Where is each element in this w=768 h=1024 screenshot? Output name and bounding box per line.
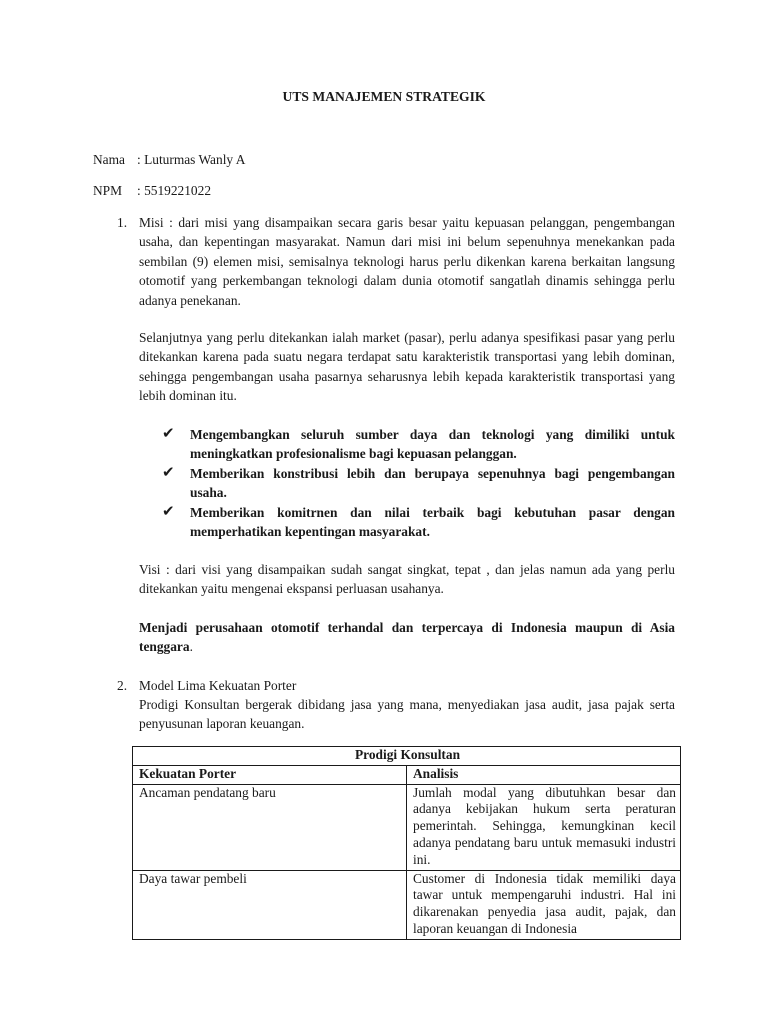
table-row [133,870,681,939]
porter-heading: Model Lima Kekuatan Porter [139,678,297,693]
check-mark-icon: ✔ [162,503,175,520]
name-value: : Luturmas Wanly A [137,152,246,167]
column-header: Analisis [407,765,681,784]
table-row [133,784,681,870]
visi-statement-text: Menjadi perusahaan otomotif terhandal dan terpercaya di Indonesia maupun di Asia tenggara [139,620,675,655]
name-label: Nama [93,152,125,167]
table-caption: Prodigi Konsultan [133,747,681,766]
mission-checklist [162,425,675,541]
item-number-2: 2. [117,678,128,693]
column-header: Kekuatan Porter [133,765,407,784]
item-number-1: 1. [117,215,128,230]
document-title: UTS MANAJEMEN STRATEGIK [282,89,486,104]
npm-label: NPM [93,183,123,198]
visi-paragraph: Visi : dari visi yang disampaikan sudah sangat singkat, tepat , dan jelas namun ada yang perlu ditekankan yaitu mengenai ekspansi perluasan usahanya. [139,562,675,597]
visi-statement [139,618,675,657]
table-cell: Customer di Indonesia tidak memiliki daya tawar untuk mempengaruhi industri. Hal ini dikarenakan penyedia jasa audit, pajak, dan laporan keuangan di Indonesia [407,870,681,939]
misi-paragraph: Misi : dari misi yang disampaikan secara garis besar yaitu kepuasan pelanggan, pengembangan usaha, dan kepentingan masyarakat. Namun dari misi ini belum sepenuhnya menekankan pada sembilan (9) elemen misi, semisalnya teknologi harus perlu dikenkan karena berkaitan langsung otomotif yang perkembangan teknologi dalam dunia otomotif sangatlah dinamis sehingga perlu adanya penekanan. [139,215,675,308]
checklist-item: ✔ Mengembangkan seluruh sumber daya dan teknologi yang dimiliki untuk meningkatkan profesionalisme bagi kepuasan pelanggan. [162,426,675,462]
table-cell: Daya tawar pembeli [133,870,407,939]
table-header-row [133,765,681,784]
name-row [93,150,245,169]
npm-value: : 5519221022 [137,183,212,198]
checklist-item: ✔ Memberikan komitrnen dan nilai terbaik bagi kebutuhan pasar dengan memperhatikan kepentingan masyarakat. [162,503,675,540]
check-mark-icon: ✔ [162,426,175,442]
table-cell: Jumlah modal yang dibutuhkan besar dan adanya kebijakan hukum serta peraturan pemerintah. Sehingga, kemungkinan kecil adanya pendatang baru untuk memasuki industri ini. [407,784,681,870]
porter-table [132,746,681,940]
checklist-item: ✔ Memberikan konstribusi lebih dan berupaya sepenuhnya bagi pengembangan usaha. [162,464,675,501]
visi-statement-end: . [189,639,193,655]
porter-intro: Prodigi Konsultan bergerak dibidang jasa yang mana, menyediakan jasa audit, jasa pajak serta penyusunan laporan keuangan. [139,697,675,732]
table-caption-row [133,747,681,766]
npm-row [93,181,211,200]
selanjutnya-paragraph: Selanjutnya yang perlu ditekankan ialah market (pasar), perlu adanya spesifikasi pasar yang perlu ditekankan karena pada suatu negara terdapat satu karakteristik transportasi yang lebih dominan, sehingga pengembangan usaha pasarnya seharusnya lebih kepada karakteristik transportasi yang lebih dominan itu. [139,330,675,404]
table-cell: Ancaman pendatang baru [133,784,407,870]
check-mark-icon: ✔ [162,464,175,481]
